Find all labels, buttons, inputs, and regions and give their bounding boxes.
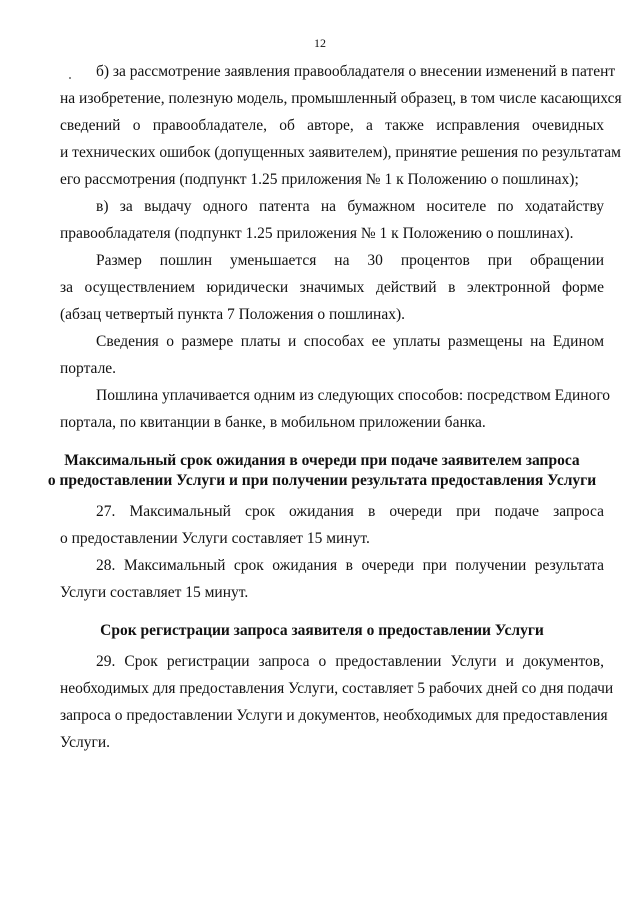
section-heading: Максимальный срок ожидания в очереди при подаче заявителем запроса	[64, 452, 580, 469]
text-line: правообладателя (подпункт 1.25 приложения № 1 к Положению о пошлинах).	[60, 225, 574, 242]
text-line: 29. Срок регистрации запроса о предоставлении Услуги и документов,	[96, 653, 604, 670]
text-line: портала, по квитанции в банке, в мобильном приложении банка.	[60, 414, 486, 431]
text-line: портале.	[60, 360, 117, 377]
text-line: 28. Максимальный срок ожидания в очереди при получении результата	[96, 557, 604, 574]
text-line: сведений о правообладателе, об авторе, а также исправления очевидных	[60, 117, 604, 134]
text-line: Услуги.	[60, 734, 111, 751]
text-line: Услуги составляет 15 минут.	[60, 584, 249, 601]
text-line: Пошлина уплачивается одним из следующих способов: посредством Единого	[96, 387, 611, 404]
text-line: б) за рассмотрение заявления правообладателя о внесении изменений в патент	[96, 63, 616, 80]
text-line: в) за выдачу одного патента на бумажном носителе по ходатайству	[96, 198, 604, 215]
text-line: запроса о предоставлении Услуги и документов, необходимых для предоставления	[60, 707, 608, 724]
text-line: за осуществлением юридически значимых действий в электронной форме	[60, 279, 604, 296]
text-line: необходимых для предоставления Услуги, составляет 5 рабочих дней со дня подачи	[60, 680, 614, 697]
text-line: (абзац четвертый пункта 7 Положения о пошлинах).	[60, 306, 405, 323]
text-line: о предоставлении Услуги составляет 15 минут.	[60, 530, 370, 547]
scan-speck	[69, 77, 71, 79]
text-line: и технических ошибок (допущенных заявителем), принятие решения по результатам	[60, 144, 621, 161]
text-line: Сведения о размере платы и способах ее уплаты размещены на Едином	[96, 333, 604, 350]
section-heading: Срок регистрации запроса заявителя о предоставлении Услуги	[100, 622, 544, 639]
text-line: на изобретение, полезную модель, промышленный образец, в том числе касающихся	[60, 90, 622, 107]
page-number: 12	[314, 36, 326, 50]
text-line: его рассмотрения (подпункт 1.25 приложения № 1 к Положению о пошлинах);	[60, 171, 579, 188]
section-heading: о предоставлении Услуги и при получении результата предоставления Услуги	[47, 472, 597, 489]
text-line: Размер пошлин уменьшается на 30 процентов при обращении	[96, 252, 604, 269]
text-line: 27. Максимальный срок ожидания в очереди при подаче запроса	[96, 503, 604, 520]
